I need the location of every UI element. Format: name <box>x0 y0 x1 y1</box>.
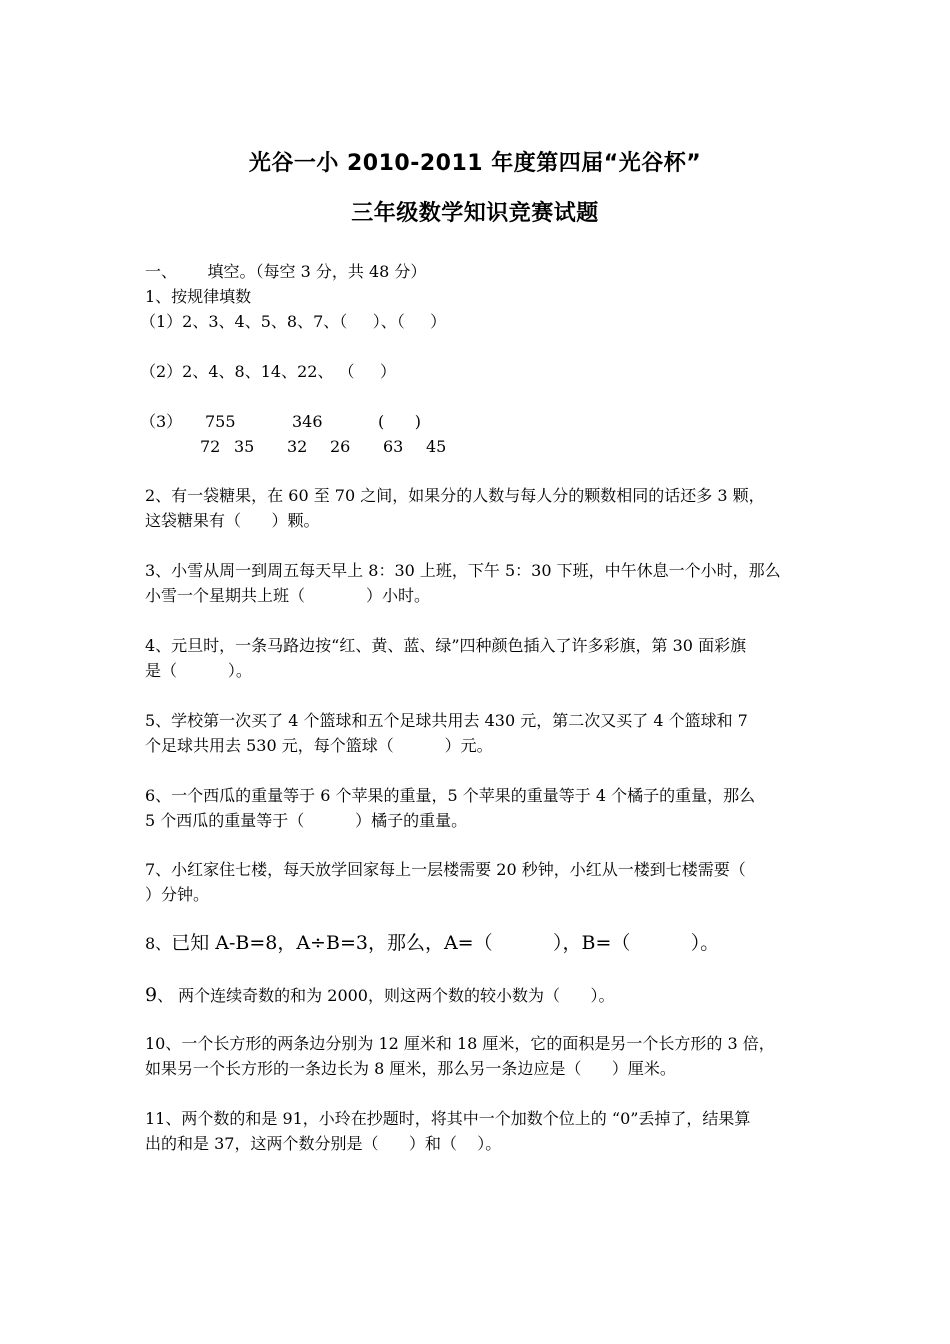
q1-part3-bottom-4: 26 <box>330 437 351 456</box>
q9 <box>145 985 845 1006</box>
q8-number: 8、 <box>145 934 172 953</box>
q8-text: 已知 A-B=8，A÷B=3，那么，A=（ ），B=（ ）。 <box>171 932 720 954</box>
q1-part3-label: （3） <box>140 412 183 431</box>
q1-part2: （2）2、4、8、14、22、 （ ） <box>140 362 396 381</box>
q1-part3-top-2: 346 <box>292 412 323 431</box>
q1-part3-bottom-6: 45 <box>426 437 447 456</box>
q7-line1: 7、小红家住七楼，每天放学回家每上一层楼需要 20 秒钟，小红从一楼到七楼需要（ <box>145 860 746 879</box>
q11-line1: 11、两个数的和是 91，小玲在抄题时，将其中一个加数个位上的 “0”丢掉了，结果算 <box>145 1109 751 1128</box>
q3-line1: 3、小雪从周一到周五每天早上 8：30 上班，下午 5：30 下班，中午休息一个小时，那么 <box>145 561 781 580</box>
exam-title-line1: 光谷一小 2010-2011 年度第四届“光谷杯” <box>248 151 702 176</box>
q2-line2: 这袋糖果有（ ）颗。 <box>145 511 320 530</box>
q1-part1: （1）2、3、4、5、8、7、（ ）、（ ） <box>140 312 447 331</box>
q1-label: 1、按规律填数 <box>145 287 252 306</box>
q4-line2: 是（ ）。 <box>145 661 252 680</box>
q9-number: 9 <box>145 984 158 1006</box>
section-heading: 一、 填空。（每空 3 分，共 48 分） <box>145 262 427 281</box>
exam-title-line2: 三年级数学知识竞赛试题 <box>351 201 599 226</box>
q5-line2: 个足球共用去 530 元，每个篮球（ ）元。 <box>145 736 493 755</box>
q1-part3-bottom-5: 63 <box>383 437 404 456</box>
q2-line1: 2、有一袋糖果，在 60 至 70 之间，如果分的人数与每人分的颗数相同的话还多 3 颗， <box>145 486 765 505</box>
q10-line2: 如果另一个长方形的一条边长为 8 厘米，那么另一条边应是（ ）厘米。 <box>145 1059 676 1078</box>
q1-part3-bottom-1: 72 <box>200 437 221 456</box>
q8 <box>145 933 845 954</box>
q10-line1: 10、一个长方形的两条边分别为 12 厘米和 18 厘米，它的面积是另一个长方形的 3 倍， <box>145 1034 775 1053</box>
q11-line2: 出的和是 37，这两个数分别是（ ）和（ ）。 <box>145 1134 502 1153</box>
q3-line2: 小雪一个星期共上班（ ）小时。 <box>145 586 431 605</box>
q1-part3-top-3: ( ) <box>378 412 421 431</box>
q5-line1: 5、学校第一次买了 4 个篮球和五个足球共用去 430 元，第二次又买了 4 个篮球和 7 <box>145 711 748 730</box>
q7-line2: ）分钟。 <box>145 885 210 904</box>
q6-line2: 5 个西瓜的重量等于（ ）橘子的重量。 <box>145 811 468 830</box>
q1-part3-top-1: 755 <box>205 412 236 431</box>
q1-part3-bottom-3: 32 <box>287 437 308 456</box>
q4-line1: 4、元旦时，一条马路边按“红、黄、蓝、绿”四种颜色插入了许多彩旗，第 30 面彩旗 <box>145 636 747 655</box>
q9-text: 、 两个连续奇数的和为 2000，则这两个数的较小数为（ ）。 <box>157 986 615 1005</box>
q1-part3-bottom-2: 35 <box>234 437 255 456</box>
q6-line1: 6、一个西瓜的重量等于 6 个苹果的重量，5 个苹果的重量等于 4 个橘子的重量，那么 <box>145 786 756 805</box>
